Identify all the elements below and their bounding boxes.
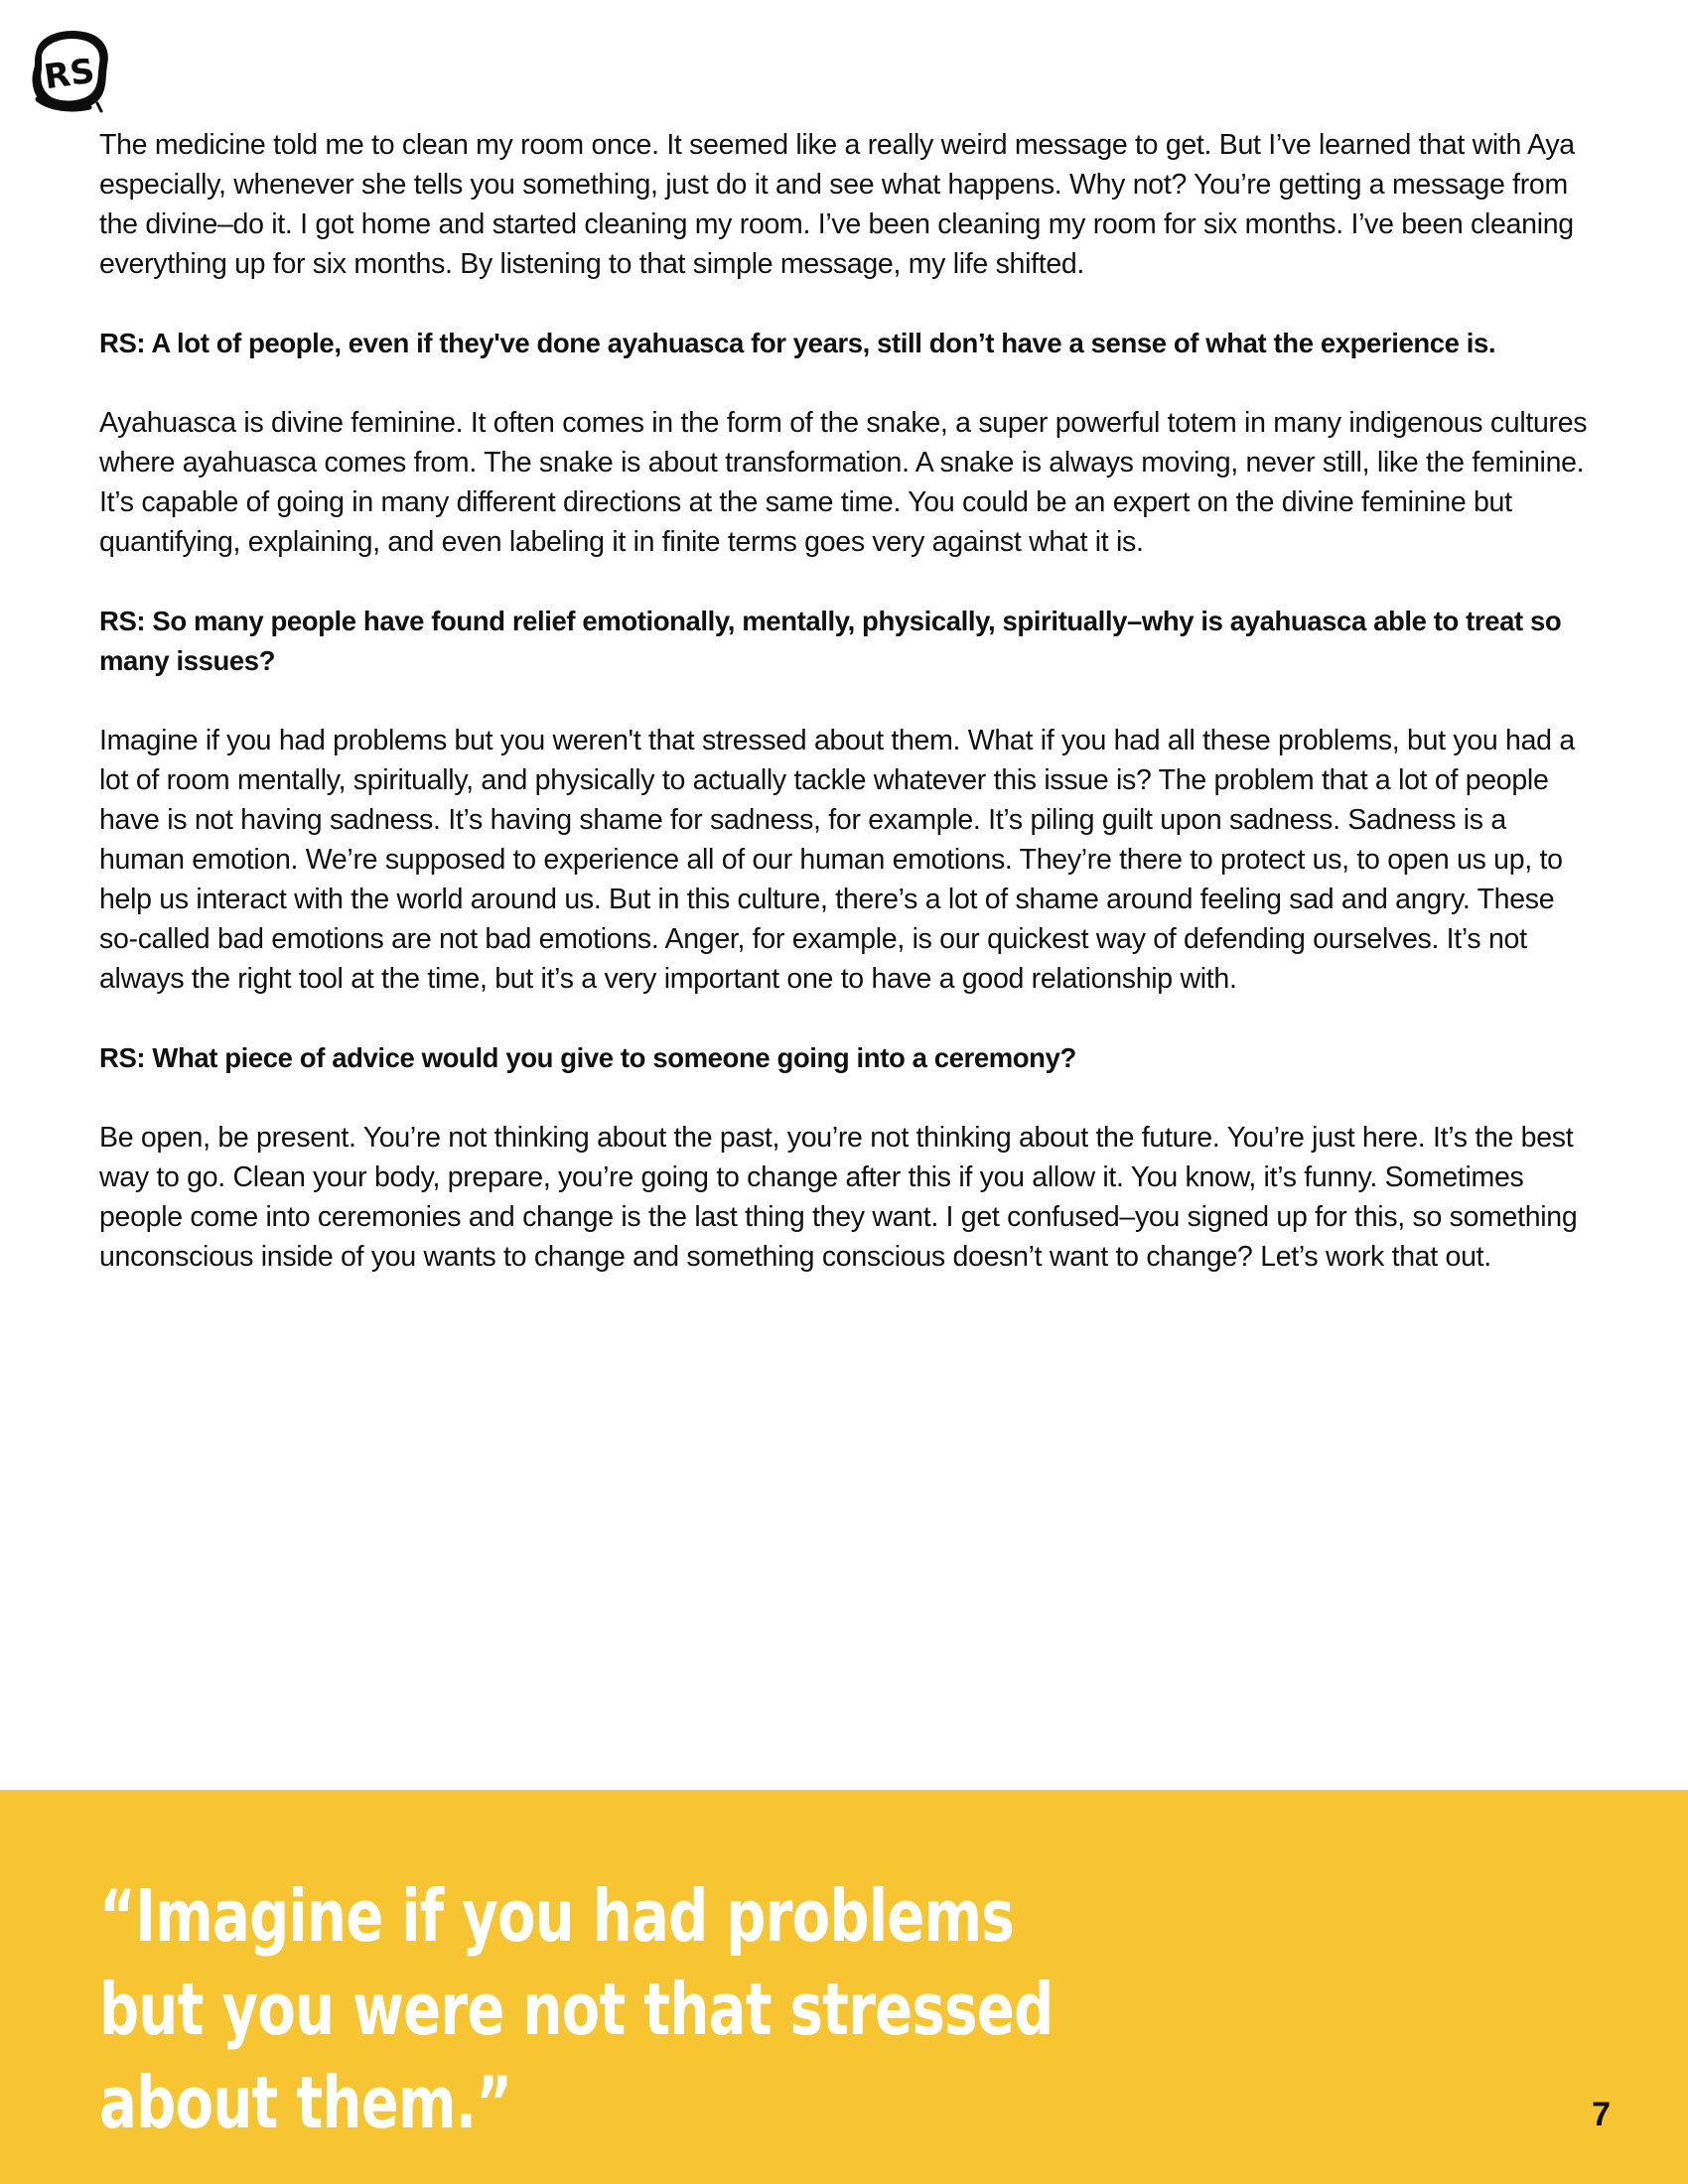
- question-experience: RS: A lot of people, even if they've done ayahuasca for years, still don’t have a sense of what the experience is.: [99, 328, 1496, 358]
- paragraph-be-open: Be open, be present. You’re not thinking about the past, you’re not thinking about the future. You’re just here. It’s the best way to go. Clean your body, prepare, you’re going to change after this if you allow it. You know, it’s funny. Sometimes people come into ceremonies and change is the last thing they want. I get confused–you signed up for this, so something unconscious inside of you wants to change and something conscious doesn’t want to change? Let’s work that out.: [99, 1122, 1578, 1273]
- paragraph-imagine-problems: Imagine if you had problems but you weren't that stressed about them. What if you had all these problems, but you had a lot of room mentally, spiritually, and physically to actually tackle whatever this issue is? The problem that a lot of people have is not having sadness. It’s having shame for sadness, for example. It’s piling guilt upon sadness. Sadness is a human emotion. We’re supposed to experience all of our human emotions. They’re there to protect us, to open us up, to help us interact with the world around us. But in this culture, there’s a lot of shame around feeling sad and angry. These so-called bad emotions are not bad emotions. Anger, for example, is our quickest way of defending ourselves. It’s not always the right tool at the time, but it’s a very important one to have a good relationship with.: [99, 725, 1575, 995]
- article-body: [99, 125, 1599, 1316]
- pull-quote: “Imagine if you had problems but you were not that stressed about them.”: [99, 1874, 1054, 2144]
- paragraph-clean-room: The medicine told me to clean my room once. It seemed like a really weird message to get. But I’ve learned that with Aya especially, whenever she tells you something, just do it and see what happens. Why not? You’re getting a message from the divine–do it. I got home and started cleaning my room. I’ve been cleaning my room for six months. I’ve been cleaning everything up for six months. By listening to that simple message, my life shifted.: [99, 129, 1575, 280]
- question-relief: RS: So many people have found relief emotionally, mentally, physically, spiritually–why is ayahuasca able to treat so many issues?: [99, 606, 1562, 676]
- rs-logo: [28, 26, 111, 115]
- pull-quote-band: [0, 1790, 1688, 2184]
- paragraph-divine-feminine: Ayahuasca is divine feminine. It often comes in the form of the snake, a super powerful totem in many indigenous cultures where ayahuasca comes from. The snake is about transformation. A snake is always moving, never still, like the feminine. It’s capable of going in many different directions at the same time. You could be an expert on the divine feminine but quantifying, explaining, and even labeling it in finite terms goes very against what it is.: [99, 407, 1588, 558]
- page-number: 7: [1592, 2096, 1611, 2133]
- question-advice: RS: What piece of advice would you give to someone going into a ceremony?: [99, 1042, 1076, 1073]
- logo-text: RS: [41, 51, 97, 98]
